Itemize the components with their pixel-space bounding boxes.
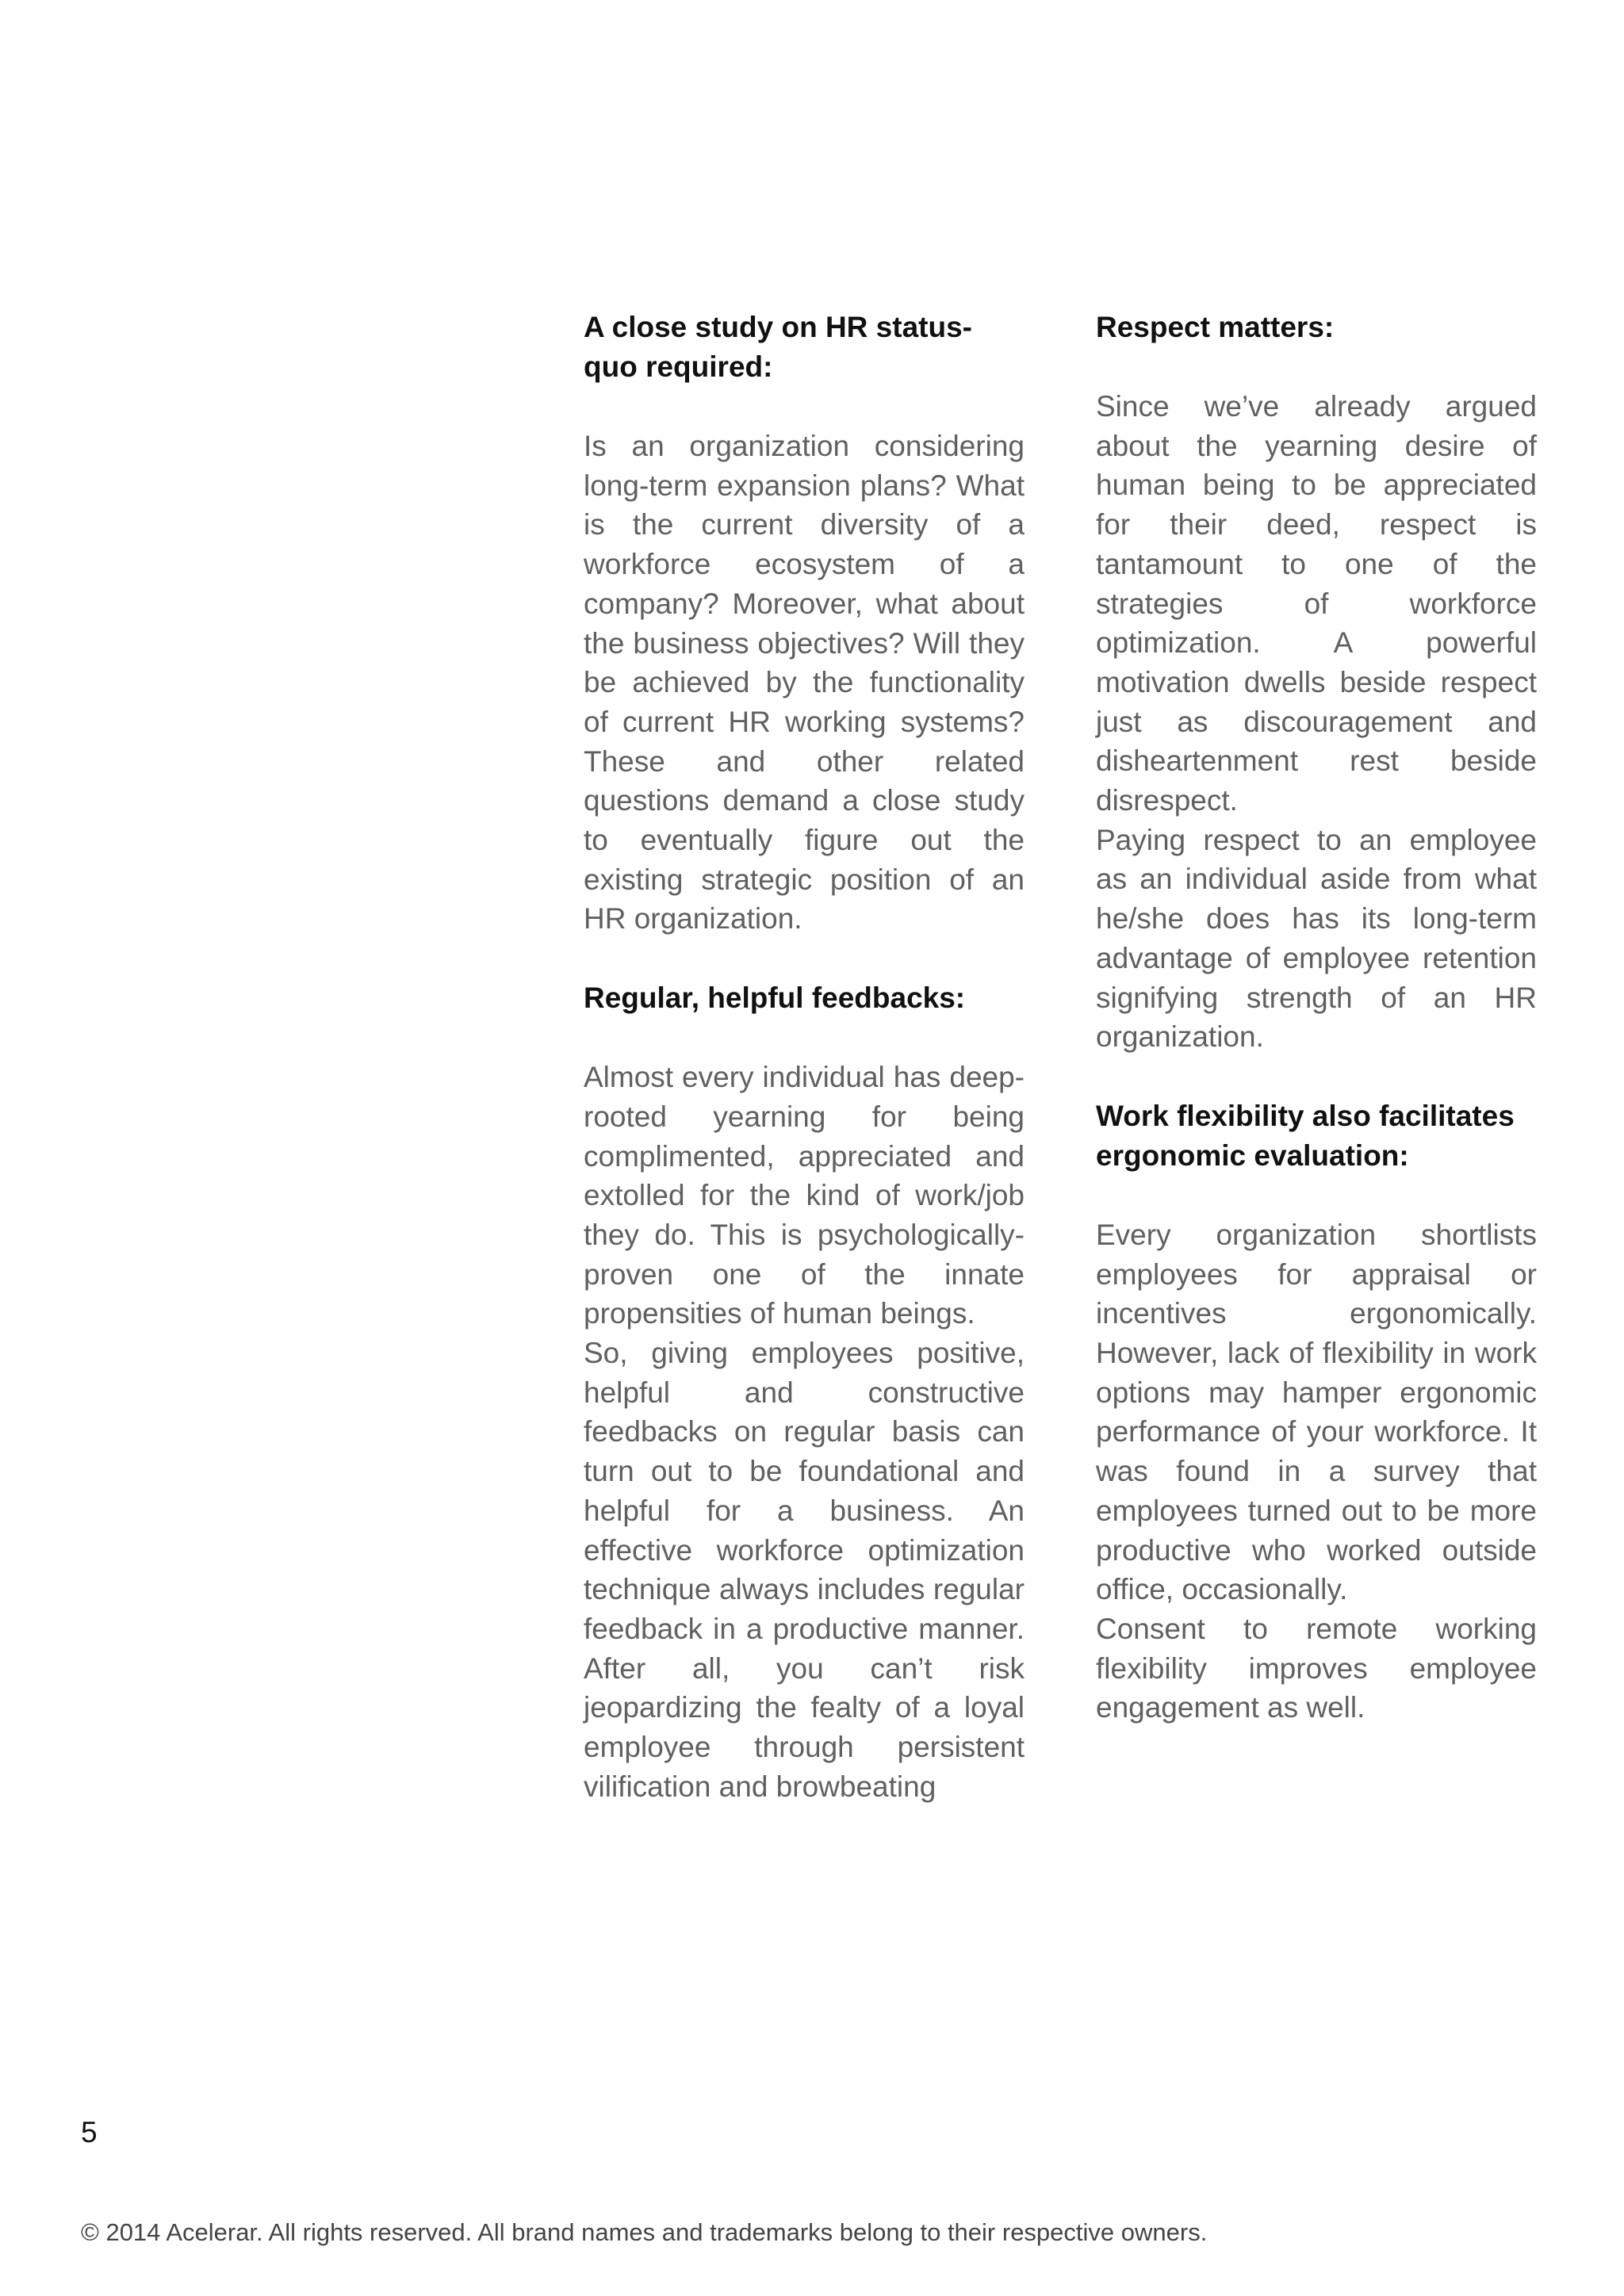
left-column [584, 308, 1025, 1807]
section-body-feedbacks-p2: So, giving employees positive, helpful and constructive feedbacks on regular basis can turn out to be foundational and helpful for a business. An effective workforce optimization technique always includes regular feedback in a productive manner. After all, you can’t risk jeopardizing the fealty of a loyal employee through persistent vilification and browbeating [584, 1337, 1025, 1803]
section-body-work-flexibility-p2: Consent to remote working flexibility improves employee engagement as well. [1096, 1612, 1537, 1724]
section-body-respect-p1: Since we’ve already argued about the yearning desire of human being to be appreciated for their deed, respect is tantamount to one of the strategies of workforce optimization. A powerful motivation dwells beside respect just as discouragement and disheartenment rest beside disrespect. [1096, 390, 1537, 817]
spacer [1096, 347, 1537, 387]
section-body-work-flexibility-p1: Every organization shortlists employees for appraisal or incentives ergonomically. However, lack of flexibility in work options may hamper ergonomic performance of your workforce. It was found in a survey that employees turned out to be more productive who worked outside office, occasionally. [1096, 1218, 1537, 1606]
spacer [1096, 1057, 1537, 1096]
section-body-respect-p2: Paying respect to an employee as an individual aside from what he/she does has its long-term advantage of employee retention signifying strength of an HR organization. [1096, 823, 1537, 1054]
section-heading-work-flexibility: Work flexibility also facilitates ergonomic evaluation: [1096, 1099, 1515, 1172]
spacer [584, 1018, 1025, 1058]
section-heading-feedbacks: Regular, helpful feedbacks: [584, 982, 966, 1015]
copyright-footer: © 2014 Acelerar. All rights reserved. All brand names and trademarks belong to their respective owners. [81, 2218, 1208, 2246]
spacer [1096, 1176, 1537, 1215]
spacer [584, 939, 1025, 978]
section-body-hr-status-quo: Is an organization considering long-term expansion plans? What is the current diversity of a workforce ecosystem of a company? Moreover, what about the business objectives? Will they be achieved by the functionality of current HR working systems? These and other related questions demand a close study to eventually figure out the existing strategic position of an HR organization. [584, 430, 1025, 936]
spacer [584, 387, 1025, 427]
section-body-feedbacks-p1: Almost every individual has deep-rooted yearning for being complimented, appreciated and extolled for the kind of work/job they do. This is psychologically-proven one of the innate propensities of human beings. [584, 1061, 1025, 1330]
right-column [1096, 308, 1537, 1728]
page-number: 5 [81, 2116, 98, 2149]
section-heading-respect: Respect matters: [1096, 311, 1335, 343]
section-heading-hr-status-quo: A close study on HR status-quo required: [584, 311, 972, 383]
